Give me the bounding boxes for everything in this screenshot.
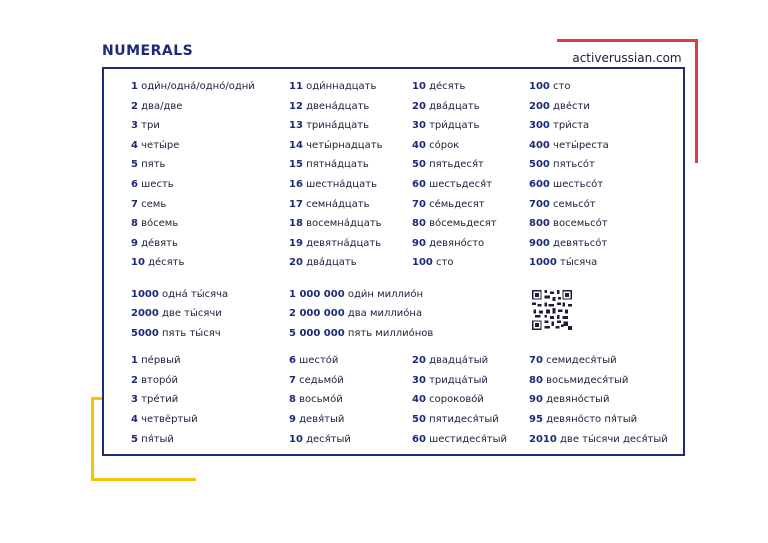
- large-item: [289, 288, 423, 302]
- numeral-digits: 800: [529, 218, 550, 230]
- website-label: activerussian.com: [572, 51, 682, 65]
- numeral-word: шестна́дцать: [302, 179, 377, 190]
- cardinals-item: [529, 139, 609, 153]
- numeral-digits: 7: [289, 374, 296, 386]
- numeral-word: восемна́дцать: [302, 218, 382, 230]
- numeral-word: два/две: [137, 100, 183, 112]
- numeral-word: двадца́тый: [425, 355, 489, 366]
- numeral-digits: 1 000 000: [289, 289, 345, 300]
- cardinals-item: [289, 217, 382, 231]
- cardinals-item: [412, 237, 484, 251]
- numeral-word: пе́рвый: [137, 355, 181, 366]
- numeral-digits: 2: [131, 374, 138, 386]
- numeral-word: шестидеся́тый: [425, 433, 508, 445]
- numeral-word: шестьдеся́т: [425, 179, 493, 190]
- ordinals-item: [131, 393, 178, 407]
- numeral-word: де́вять: [137, 237, 178, 249]
- numeral-digits: 9: [289, 414, 296, 426]
- numeral-word: девяно́сто: [425, 237, 485, 249]
- numeral-word: во́семьдесят: [425, 218, 497, 230]
- numeral-digits: 1: [131, 81, 138, 92]
- ordinals-item: [412, 354, 488, 368]
- numeral-word: четы́рнадцать: [302, 139, 383, 151]
- page-title: NUMERALS: [102, 43, 194, 59]
- numeral-word: пятидеся́тый: [425, 414, 499, 426]
- cardinals-item: [131, 100, 182, 114]
- cardinals-item: [412, 217, 497, 231]
- numeral-word: седьмо́й: [295, 374, 344, 386]
- cardinals-item: [529, 178, 603, 192]
- ordinals-item: [131, 374, 178, 388]
- numeral-word: деся́тый: [302, 433, 351, 445]
- cardinals-item: [412, 198, 485, 212]
- numeral-word: восьмо́й: [295, 394, 343, 406]
- numeral-digits: 900: [529, 237, 550, 249]
- cardinals-item: [131, 119, 160, 133]
- numeral-digits: 2 000 000: [289, 308, 345, 320]
- cardinals-item: [529, 80, 571, 94]
- cardinals-item: [131, 139, 179, 153]
- cardinals-item: [131, 158, 165, 172]
- numeral-digits: 8: [131, 218, 138, 230]
- ordinals-item: [412, 393, 484, 407]
- numeral-word: две ты́сячи: [158, 308, 222, 320]
- numeral-word: семь: [137, 198, 167, 210]
- numeral-word: со́рок: [425, 139, 460, 151]
- numeral-word: три́ста: [549, 120, 590, 132]
- numeral-digits: 20: [412, 100, 426, 112]
- numeral-digits: 1000: [529, 257, 557, 269]
- numeral-digits: 90: [529, 394, 543, 406]
- numeral-digits: 10: [131, 257, 145, 269]
- ordinals-item: [529, 433, 668, 447]
- numeral-digits: 13: [289, 120, 303, 132]
- numeral-digits: 10: [412, 81, 426, 92]
- numeral-word: четвёртый: [137, 414, 198, 426]
- ordinals-item: [529, 413, 637, 427]
- numeral-digits: 6: [289, 355, 296, 366]
- numeral-word: трина́дцать: [302, 120, 370, 132]
- numeral-word: ты́сяча: [556, 257, 598, 269]
- numeral-digits: 1000: [131, 289, 159, 300]
- numeral-digits: 17: [289, 198, 303, 210]
- numeral-digits: 16: [289, 179, 303, 190]
- numeral-digits: 8: [289, 394, 296, 406]
- numeral-digits: 14: [289, 139, 303, 151]
- numeral-digits: 20: [412, 355, 426, 366]
- ordinals-item: [412, 374, 488, 388]
- numeral-word: пять миллио́нов: [344, 327, 434, 339]
- ordinals-item: [289, 393, 343, 407]
- cardinals-item: [412, 100, 480, 114]
- cardinals-item: [412, 119, 479, 133]
- qr-code-icon: [532, 290, 572, 330]
- numeral-word: тридца́тый: [425, 374, 488, 386]
- numeral-word: пя́тый: [137, 433, 174, 445]
- cardinals-item: [289, 198, 370, 212]
- numeral-digits: 15: [289, 159, 303, 171]
- numeral-word: два́дцать: [425, 100, 480, 112]
- numeral-digits: 11: [289, 81, 303, 92]
- numeral-digits: 5: [131, 159, 138, 171]
- numeral-word: второ́й: [137, 374, 178, 386]
- numeral-digits: 6: [131, 179, 138, 190]
- large-item: [289, 327, 433, 341]
- numeral-word: тре́тий: [137, 394, 179, 406]
- numeral-digits: 1: [131, 355, 138, 366]
- numeral-digits: 700: [529, 198, 550, 210]
- cardinals-item: [289, 100, 369, 114]
- numeral-digits: 40: [412, 394, 426, 406]
- ordinals-item: [289, 354, 338, 368]
- numeral-digits: 3: [131, 120, 138, 132]
- numeral-word: де́сять: [144, 257, 185, 269]
- ordinals-item: [529, 393, 609, 407]
- cardinals-item: [289, 178, 377, 192]
- numeral-digits: 60: [412, 433, 426, 445]
- numeral-digits: 18: [289, 218, 303, 230]
- numeral-word: пять: [137, 159, 166, 171]
- cardinals-item: [412, 178, 492, 192]
- ordinals-item: [131, 354, 180, 368]
- cardinals-item: [131, 237, 178, 251]
- numeral-word: оди́н/одна́/одно́/одни́: [137, 81, 255, 92]
- large-item: [131, 327, 221, 341]
- numeral-word: семидеся́тый: [542, 355, 617, 366]
- numeral-digits: 80: [529, 374, 543, 386]
- cardinals-item: [131, 217, 178, 231]
- numeral-digits: 90: [412, 237, 426, 249]
- numeral-digits: 2000: [131, 308, 159, 320]
- numeral-word: две ты́сячи деся́тый: [556, 433, 668, 445]
- numeral-word: одна́ ты́сяча: [158, 289, 229, 300]
- numeral-digits: 30: [412, 374, 426, 386]
- numeral-digits: 5: [131, 433, 138, 445]
- cardinals-item: [529, 198, 596, 212]
- cardinals-item: [289, 158, 369, 172]
- numeral-digits: 2010: [529, 433, 557, 445]
- numeral-word: шесто́й: [295, 355, 339, 366]
- numeral-word: во́семь: [137, 218, 179, 230]
- cardinals-item: [529, 119, 589, 133]
- cardinals-item: [289, 139, 382, 153]
- large-item: [131, 307, 222, 321]
- numeral-digits: 100: [412, 257, 433, 269]
- numeral-word: оди́ннадцать: [302, 81, 377, 92]
- cardinals-item: [529, 158, 595, 172]
- numeral-digits: 7: [131, 198, 138, 210]
- ordinals-item: [289, 413, 344, 427]
- cardinals-item: [131, 198, 166, 212]
- numeral-digits: 50: [412, 159, 426, 171]
- numeral-digits: 20: [289, 257, 303, 269]
- numeral-word: девяно́стый: [542, 394, 610, 406]
- numeral-word: четы́ре: [137, 139, 180, 151]
- numeral-word: пятна́дцать: [302, 159, 369, 171]
- numeral-word: два миллио́на: [344, 308, 423, 320]
- cardinals-item: [412, 256, 454, 270]
- numeral-word: шестьсо́т: [549, 179, 604, 190]
- cardinals-item: [289, 256, 357, 270]
- numeral-digits: 10: [289, 433, 303, 445]
- numeral-word: сто: [549, 81, 571, 92]
- numeral-word: три́дцать: [425, 120, 480, 132]
- cardinals-item: [289, 80, 376, 94]
- numeral-word: двена́дцать: [302, 100, 370, 112]
- cardinals-item: [529, 100, 590, 114]
- numeral-digits: 19: [289, 237, 303, 249]
- cardinals-item: [412, 80, 465, 94]
- ordinals-item: [131, 413, 198, 427]
- numeral-digits: 50: [412, 414, 426, 426]
- numeral-word: семьсо́т: [549, 198, 596, 210]
- numeral-digits: 70: [529, 355, 543, 366]
- cardinals-item: [412, 158, 484, 172]
- ordinals-item: [412, 413, 499, 427]
- numeral-word: оди́н миллио́н: [344, 289, 424, 300]
- ordinals-item: [529, 374, 628, 388]
- numeral-digits: 3: [131, 394, 138, 406]
- numeral-word: семна́дцать: [302, 198, 370, 210]
- cardinals-item: [131, 80, 255, 94]
- cardinals-item: [529, 237, 607, 251]
- numeral-digits: 2: [131, 100, 138, 112]
- large-item: [131, 288, 228, 302]
- numeral-word: пятьсо́т: [549, 159, 595, 171]
- ordinals-item: [131, 433, 174, 447]
- ordinals-item: [289, 433, 351, 447]
- numeral-word: сто: [432, 257, 454, 269]
- numeral-word: восьмидеся́тый: [542, 374, 629, 386]
- numeral-digits: 100: [529, 81, 550, 92]
- numeral-word: пять ты́сяч: [158, 327, 221, 339]
- cardinals-item: [529, 256, 597, 270]
- numeral-digits: 40: [412, 139, 426, 151]
- numeral-word: девятна́дцать: [302, 237, 382, 249]
- numeral-word: девятьсо́т: [549, 237, 608, 249]
- numeral-digits: 4: [131, 139, 138, 151]
- numeral-digits: 300: [529, 120, 550, 132]
- cardinals-item: [412, 139, 459, 153]
- numeral-word: две́сти: [549, 100, 590, 112]
- numeral-digits: 70: [412, 198, 426, 210]
- cardinals-item: [131, 256, 184, 270]
- cardinals-item: [131, 178, 174, 192]
- numeral-digits: 5000: [131, 327, 159, 339]
- numeral-digits: 30: [412, 120, 426, 132]
- numerals-card: [102, 67, 685, 456]
- cardinals-item: [289, 237, 381, 251]
- numeral-digits: 500: [529, 159, 550, 171]
- ordinals-item: [529, 354, 617, 368]
- numeral-digits: 60: [412, 179, 426, 190]
- numeral-word: сороково́й: [425, 394, 484, 406]
- numeral-digits: 600: [529, 179, 550, 190]
- numeral-digits: 12: [289, 100, 303, 112]
- cardinals-item: [529, 217, 608, 231]
- numeral-word: два́дцать: [302, 257, 357, 269]
- numeral-word: четы́реста: [549, 139, 609, 151]
- numeral-digits: 4: [131, 414, 138, 426]
- numeral-digits: 9: [131, 237, 138, 249]
- numeral-digits: 400: [529, 139, 550, 151]
- large-item: [289, 307, 422, 321]
- numeral-word: девя́тый: [295, 414, 345, 426]
- ordinals-item: [289, 374, 344, 388]
- numeral-word: девяно́сто пя́тый: [542, 414, 638, 426]
- cardinals-item: [289, 119, 369, 133]
- numeral-digits: 95: [529, 414, 543, 426]
- numeral-word: пятьдеся́т: [425, 159, 484, 171]
- numeral-word: шесть: [137, 179, 174, 190]
- numeral-digits: 80: [412, 218, 426, 230]
- numeral-digits: 200: [529, 100, 550, 112]
- numeral-word: три: [137, 120, 160, 132]
- numeral-word: восемьсо́т: [549, 218, 608, 230]
- ordinals-item: [412, 433, 507, 447]
- numeral-word: де́сять: [425, 81, 466, 92]
- numeral-digits: 5 000 000: [289, 327, 345, 339]
- numeral-word: се́мьдесят: [425, 198, 485, 210]
